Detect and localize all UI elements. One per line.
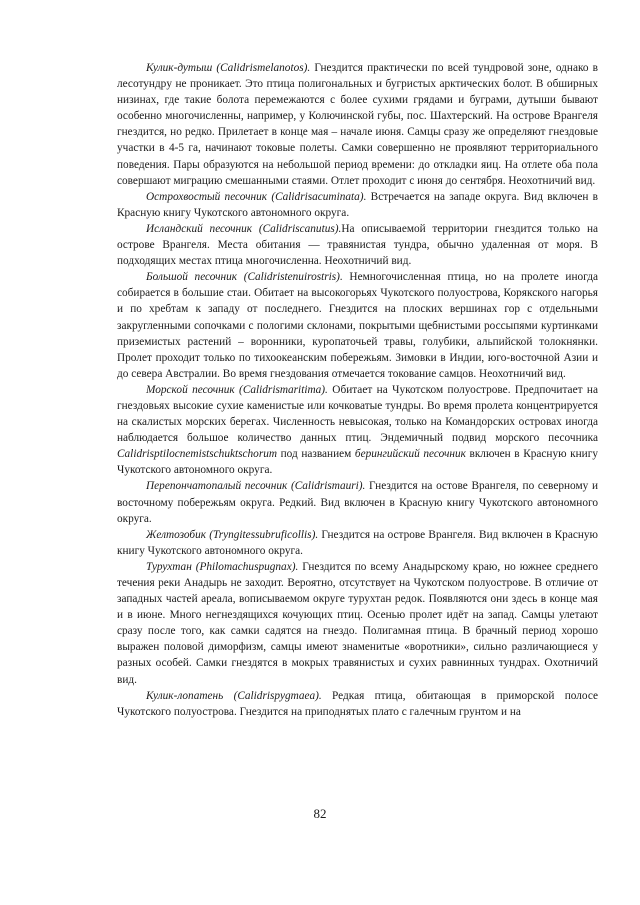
- species-name: Кулик-дутыш (Calidrismelanotos).: [146, 62, 311, 74]
- paragraph-text: Обитает на Чукотском полуострове. Предпочитает на гнездовьях высокие сухие каменистые или кочковатые тундры. Во время пролета концентрируется на скалистых морских берегах. Численность невысокая, только на Командорских островах иногда наблюдается большое количество данных птиц. Эндемичный подвид морского песочника: [117, 383, 598, 445]
- paragraph-text: Гнездится по всему Анадырскому краю, но южнее среднего течения реки Анадырь не заходит. Вероятно, отсутствует на Чукотском полуострове. В отличие от западных частей ареала, вописываемом округе турухтан редок. Появляются они здесь в конце мая и в июне. Много негнездящихся кочующих птиц. Осенью пролет идёт на запад. Самцы улетают сразу после того, как самки садятся на гнездо. Полигамная птица. В брачный период хорошо выражен половой диморфизм, самцы имеют знаменитые «воротники», сильно различающиеся у разных особей. Самки гнездятся в мокрых травянистых и сухих равнинных тундрах. Охотничий вид.: [117, 560, 598, 686]
- page-number: 82: [313, 806, 327, 821]
- species-name: Исландский песочник (Calidriscanutus).: [146, 222, 342, 235]
- paragraph-text: Немногочисленная птица, но на пролете иногда собирается в большие стаи. Обитает на высокогорьях Чукотского полуострова, Корякского нагорья и по хребтам к западу от последнего. Гнездится на плоских вершинах гор с отдельными закругленными сопочками с пологими склонами, покрытыми щебнистыми россыпями куртинками приземистых растений – воронники, куропаточьей травы, голубики, альпийской толокнянки. Пролет проходит только по тихоокеанским побережьям. Зимовки в Индии, юго-восточной Азии и до севера Австралии. Во время гнездования отмечается токование самцов. Неохотничий вид.: [117, 271, 598, 380]
- paragraph-text: Встречается на западе округа. Вид включен в Красную книгу Чукотского автономного округа.: [117, 190, 598, 219]
- species-name: Желтозобик (Tryngitessubruficollis).: [146, 528, 319, 541]
- paragraph-text: Гнездится практически по всей тундровой зоне, однако в лесотундрy не проникает. Это птица полигональных и бугристых арктических болот. В обширных низинах, где такие болота перемежаются с более сухими грядами и буграми, дутыши бывают особенно многочисленны, например, у Колючинской губы, пос. Шахтерский. На острове Врангеля гнездится, но редко. Прилетает в конце мая – начале июня. Самцы сразу же определяют гнездовые участки в 4-5 га, начинают токовые полеты. Самки совершенно не проявляют территориального поведения. Пары образуются на небольшой период времени: до откладки яиц. На отлете оба пола совершают миграцию смешанными стаями. Отлет проходит с июня до сентября. Неохотничий вид.: [117, 62, 598, 187]
- paragraph-ruff: [117, 559, 598, 688]
- paragraph-pectoral-sandpiper: [117, 60, 598, 189]
- paragraph-text: Редкая птица, обитающая в приморской полосе Чукотского полуострова. Гнездится на приподнятых плато с галечным грунтом и на: [117, 689, 598, 718]
- species-name: Большой песочник (Calidristenuirostris).: [146, 271, 343, 284]
- subspecies-latin-name: Calidrisptilocnemistschuktschorum: [117, 448, 278, 461]
- paragraph-purple-sandpiper: [117, 382, 598, 479]
- species-name: Перепончатопалый песочник (Calidrismauri).: [146, 480, 366, 493]
- paragraph-great-knot: [117, 269, 598, 382]
- species-name: Острохвостый песочник (Calidrisacuminata).: [146, 190, 367, 203]
- paragraph-sharp-tailed-sandpiper: [117, 189, 598, 221]
- paragraph-spoon-billed-sandpiper: [117, 688, 598, 720]
- species-name: Морской песочник (Calidrismaritima).: [146, 383, 328, 396]
- paragraph-text: Гнездится на остове Врангеля, по северному и восточному побережьям округа. Редкий. Вид включен в Красную книгу Чукотского автономного округа.: [117, 480, 598, 525]
- species-name: Турухтан (Philomachuspugnax).: [146, 560, 299, 573]
- subspecies-russian-name: берингийский песочник: [354, 448, 466, 461]
- paragraph-western-sandpiper: [117, 478, 598, 526]
- document-body: [117, 60, 598, 720]
- paragraph-red-knot: [117, 221, 598, 269]
- paragraph-text: под названием: [277, 448, 355, 461]
- paragraph-text: На описываемой территории гнездится только на острове Врангеля. Места обитания — травянистая тундра, обычно удаленная от моря. В подходящих местах птица многочисленна. Неохотничий вид.: [117, 222, 598, 268]
- paragraph-text: включен в Красную книгу Чукотского автономного округа.: [117, 448, 598, 477]
- paragraph-buff-breasted-sandpiper: [117, 527, 598, 559]
- paragraph-text: Гнездится на острове Врангеля. Вид включен в Красную книгу Чукотского автономного округа.: [117, 528, 598, 557]
- species-name: Кулик-лопатень (Calidrispygmaea).: [146, 689, 322, 702]
